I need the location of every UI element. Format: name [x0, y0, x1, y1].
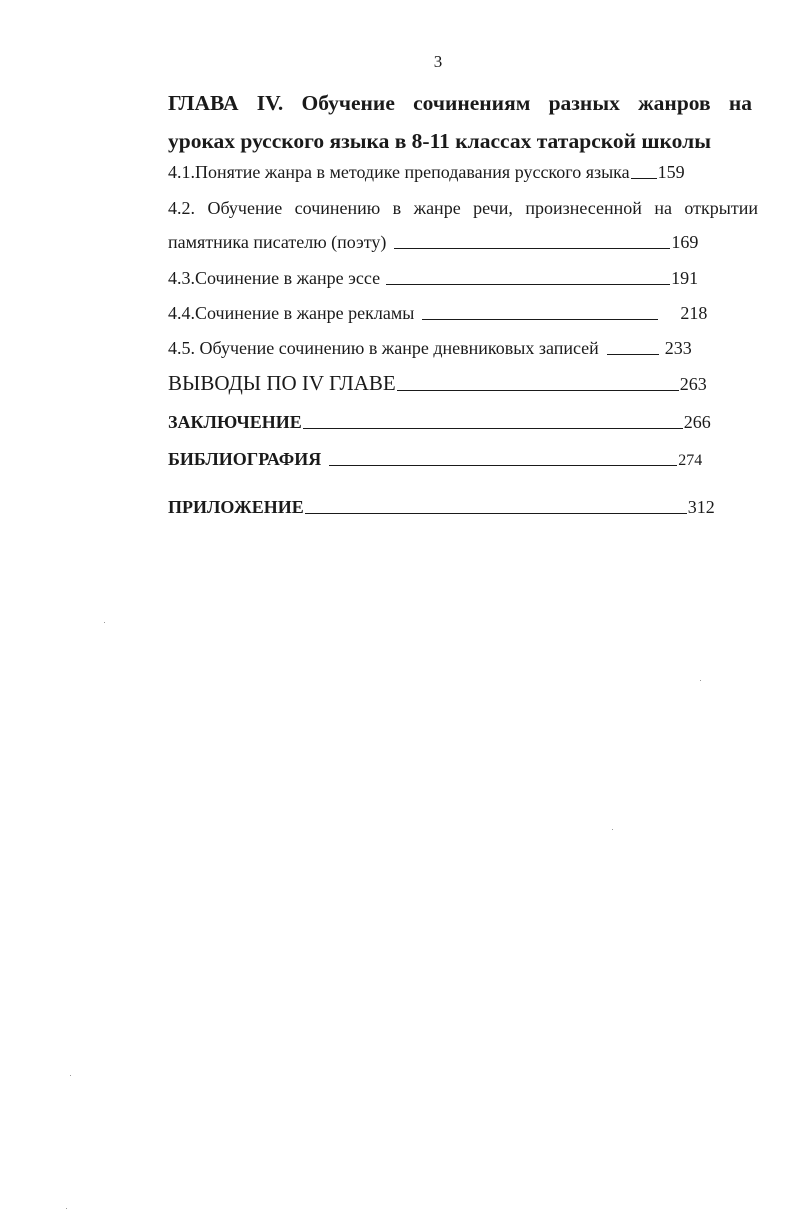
toc-entry-4-5 [168, 338, 692, 359]
scan-speck [612, 829, 613, 830]
toc-entry-bibliography [168, 449, 702, 470]
chapter-heading [168, 84, 752, 160]
toc-entry-page: 191 [671, 268, 699, 288]
scan-speck [66, 1208, 67, 1209]
toc-entry-4-4 [168, 303, 707, 324]
toc-entry-title: 4.5. Обучение сочинению в жанре дневниковых записей [168, 338, 599, 358]
toc-entry-4-1 [168, 162, 685, 183]
toc-entry-page: 159 [657, 162, 685, 182]
toc-entry-page: 312 [687, 497, 715, 517]
leader-line [303, 427, 683, 429]
toc-entry-page: 218 [680, 303, 708, 323]
toc-entry-page: 169 [671, 232, 699, 252]
toc-entry-title: 4.1.Понятие жанра в методике преподавания русского языка [168, 162, 630, 182]
toc-entry-title: ПРИЛОЖЕНИЕ [168, 497, 304, 517]
toc-entry-title: 4.4.Сочинение в жанре рекламы [168, 303, 415, 323]
toc-entry-conclusions [168, 371, 707, 396]
leader-line [397, 389, 679, 391]
scan-speck [70, 1075, 71, 1076]
chapter-heading-line-2: уроках русского языка в 8-11 классах татарской школы [168, 129, 711, 153]
toc-entry-4-2-line-1 [168, 198, 758, 219]
toc-entry-appendix [168, 497, 715, 518]
toc-entry-page: 263 [679, 374, 707, 394]
leader-line [422, 318, 658, 320]
toc-entry-title: 4.2. Обучение сочинению в жанре речи, произнесенной на открытии [168, 198, 758, 218]
toc-entry-title: БИБЛИОГРАФИЯ [168, 449, 322, 469]
toc-entry-title: ВЫВОДЫ ПО IV ГЛАВЕ [168, 371, 396, 395]
scan-speck [700, 680, 701, 681]
leader-line [305, 512, 687, 514]
page-number: 3 [433, 52, 443, 71]
toc-entry-page: 233 [664, 338, 692, 358]
leader-line [394, 247, 670, 249]
leader-line [631, 177, 657, 179]
toc-entry-title: 4.3.Сочинение в жанре эссе [168, 268, 381, 288]
chapter-heading-line-1: ГЛАВА IV. Обучение сочинениям разных жанров на [168, 91, 752, 115]
toc-entry-page: 274 [678, 452, 703, 469]
leader-line [607, 353, 659, 355]
leader-line [386, 283, 670, 285]
toc-entry-title: памятника писателю (поэту) [168, 232, 387, 252]
toc-entry-title: ЗАКЛЮЧЕНИЕ [168, 412, 302, 432]
toc-entry-4-2-line-2 [168, 232, 698, 253]
leader-line [329, 464, 677, 466]
toc-entry-conclusion [168, 412, 711, 433]
scan-speck [104, 622, 105, 623]
toc-entry-4-3 [168, 268, 698, 289]
toc-entry-page: 266 [683, 412, 711, 432]
